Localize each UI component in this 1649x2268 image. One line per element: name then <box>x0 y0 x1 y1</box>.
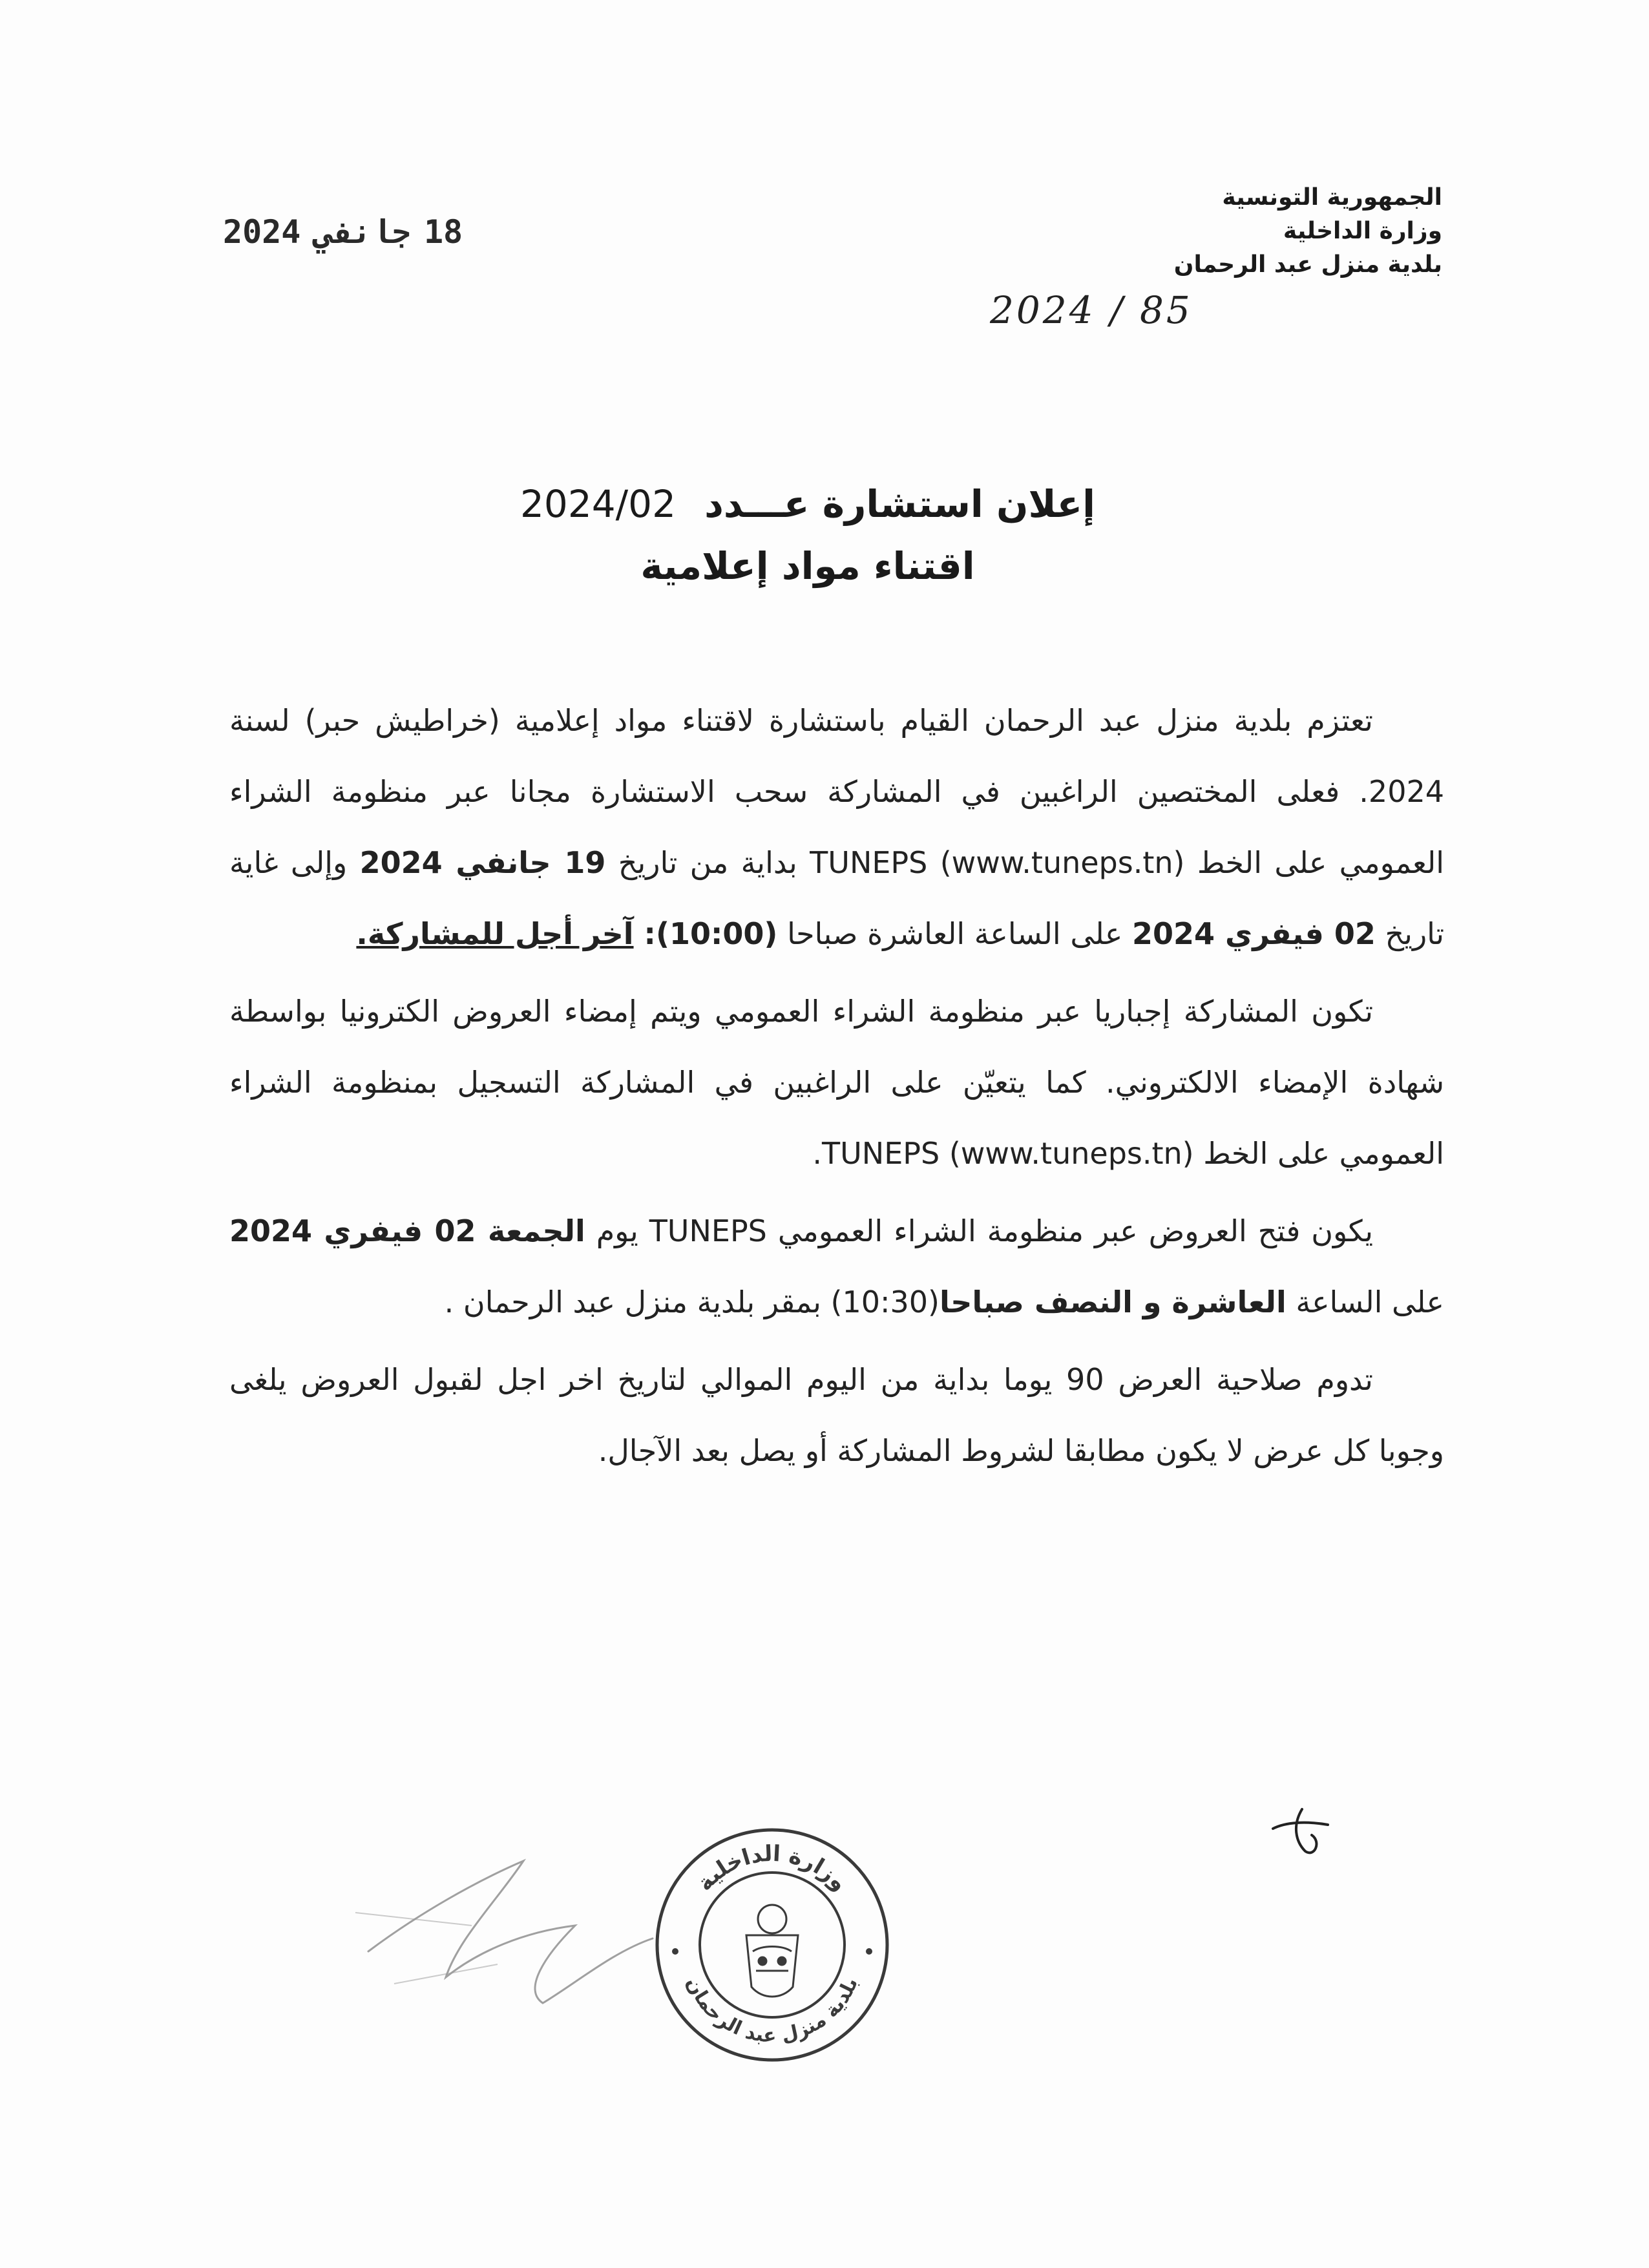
svg-text:بلدية منزل عبد الرحمان <box>682 1974 863 2047</box>
ministry-name: وزارة الداخلية <box>1283 218 1442 244</box>
p1-text-c: وإلى غاية تاريخ <box>229 845 1444 951</box>
announcement-body <box>229 685 1444 1486</box>
stamp-bottom-text: بلدية منزل عبد الرحمان <box>681 1973 863 2048</box>
paragraph-2: تكون المشاركة إجباريا عبر منظومة الشراء العمومي ويتم إمضاء العروض الكترونيا بواسطة شهادة الإمضاء الالكتروني. كما يتعيّن على الراغبين في المشاركة التسجيل بمنظومة الشراء العمومي على الخط TUNEPS (www.tuneps.tn). <box>229 994 1444 1171</box>
title-subject: اقتناء مواد إعلامية <box>640 544 975 588</box>
p3-opening-time: العاشرة و النصف صباحا <box>940 1285 1287 1319</box>
stamp-top-text: وزارة الداخلية <box>691 1840 853 1896</box>
p1-text-e: على الساعة العاشرة صباحا <box>777 916 1132 951</box>
republic-name: الجمهورية التونسية <box>1222 184 1442 211</box>
date-month: جانفي <box>313 213 411 251</box>
p1-deadline-note: آخر أجل للمشاركة. <box>356 916 634 951</box>
p1-text-a: تعتزم بلدية منزل عبد الرحمان القيام باستشارة لاقتناء مواد إعلامية (خراطيش حبر) لسنة 2024. فعلى المختصين الراغبين في المشاركة سحب الاستشارة مجانا عبر منظومة الشراء العمومي على الخط TUNEPS (www.tuneps.tn) بداية من تاريخ <box>229 703 1444 880</box>
municipality-name: بلدية منزل عبد الرحمان <box>1173 251 1442 278</box>
p1-end-date: 02 فيفري 2024 <box>1131 916 1376 951</box>
p3-text-c: على الساعة <box>1286 1285 1444 1319</box>
title-line-1 <box>388 475 1228 533</box>
title-number: 2024/02 <box>520 482 676 526</box>
signature-icon <box>330 1835 666 2055</box>
p3-opening-date: الجمعة 02 فيفري 2024 <box>229 1213 585 1248</box>
p3-text-e: (10:30) بمقر بلدية منزل عبد الرحمان . <box>444 1285 940 1319</box>
title-text: إعلان استشارة عـــدد <box>704 482 1095 526</box>
official-stamp-icon <box>649 1822 895 2068</box>
reference-number: 2024 / 85 <box>990 288 1193 332</box>
announcement-title <box>388 475 1228 595</box>
date-year: 2024 <box>223 213 301 251</box>
date-day: 18 <box>423 213 463 251</box>
paragraph-4: تدوم صلاحية العرض 90 يوما بداية من اليوم الموالي لتاريخ اخر اجل لقبول العروض يلغى وجوبا كل عرض لا يكون مطابقا لشروط المشاركة أو يصل بعد الآجال. <box>229 1362 1444 1468</box>
svg-text:وزارة الداخلية <box>692 1841 853 1896</box>
p1-time: (10:00): <box>633 916 778 951</box>
issuer-block <box>990 181 1442 332</box>
paragraph-1 <box>229 685 1444 969</box>
p1-start-date: 19 جانفي 2024 <box>359 845 606 880</box>
document-date <box>216 213 469 251</box>
paragraph-3 <box>229 1195 1444 1338</box>
handwritten-initial <box>1266 1803 1338 1861</box>
p3-text-a: يكون فتح العروض عبر منظومة الشراء العمومي TUNEPS يوم <box>585 1213 1374 1248</box>
